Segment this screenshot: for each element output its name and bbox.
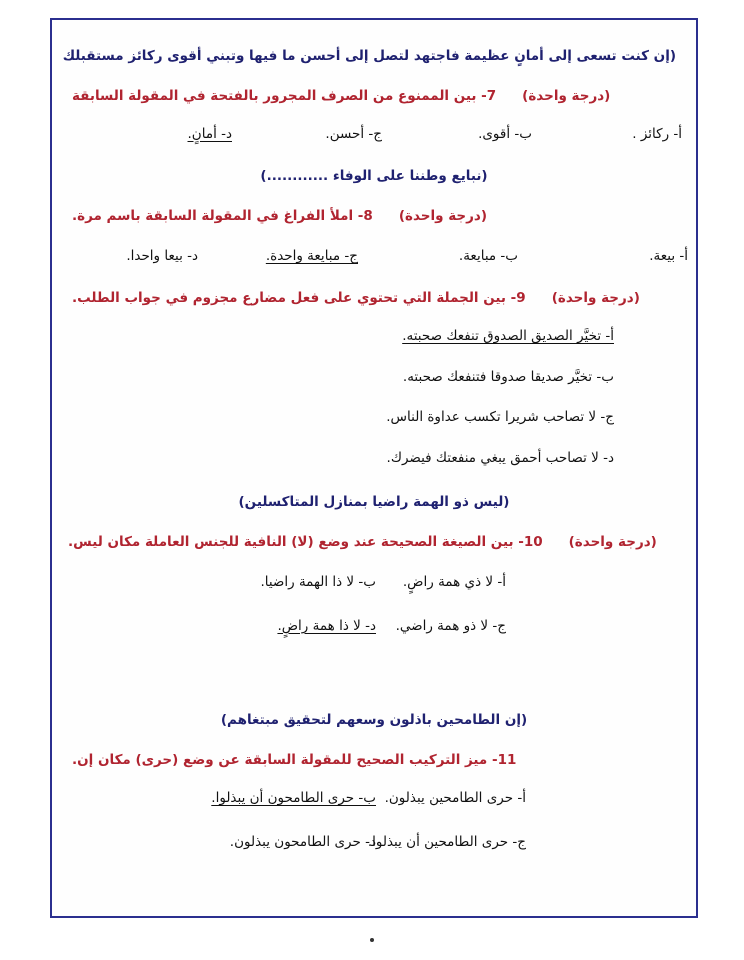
question-7 <box>72 86 676 106</box>
page-footer-marker <box>370 938 374 942</box>
exam-sheet-content <box>52 20 696 916</box>
quote-block-1 <box>62 46 676 67</box>
question-9-options <box>72 326 676 488</box>
question-8 <box>72 206 676 226</box>
question-7-option-c[interactable]: ج- أحسن. <box>325 126 382 142</box>
question-9-option-d[interactable]: د- لا تصاحب أحمق يبغي منفعتك فيضرك. <box>386 449 614 466</box>
question-8-text: 8- املأ الفراغ في المقولة السابقة باسم مرة. <box>72 208 373 224</box>
question-11-option-c[interactable]: ج- حرى الطامحين أن يبذلوا. <box>367 833 526 850</box>
question-8-option-d[interactable]: د- بيعا واحدا. <box>126 248 198 264</box>
question-7-text: 7- بين الممنوع من الصرف المجرور بالفتحة في المقولة السابقة <box>72 88 497 104</box>
question-11 <box>72 750 676 770</box>
question-8-marks: (درجة واحدة) <box>398 208 487 224</box>
question-10-option-d[interactable]: د- لا ذا همة راضٍ. <box>277 617 376 634</box>
question-11-option-a[interactable]: أ- حرى الطامحين يبذلون. <box>384 790 526 806</box>
question-8-options <box>60 246 688 268</box>
question-7-option-a[interactable]: أ- ركائز . <box>632 126 682 142</box>
question-10-line <box>68 532 680 552</box>
option-row <box>72 572 676 594</box>
question-11-text: 11- ميز التركيب الصحيح للمقولة السابقة عن وضع (حرى) مكان إن. <box>72 752 517 768</box>
question-8-option-a[interactable]: أ- بيعة. <box>649 248 688 264</box>
option-row <box>60 246 688 268</box>
question-11-line <box>72 750 676 770</box>
option-row <box>72 788 676 810</box>
quote-text-3: (ليس ذو الهمة راضيا بمنازل المتاكسلين) <box>238 494 510 510</box>
quote-block-2 <box>72 166 676 187</box>
question-7-marks: (درجة واحدة) <box>522 88 611 104</box>
question-10-marks: (درجة واحدة) <box>568 534 657 550</box>
option-row <box>72 616 676 638</box>
question-10 <box>68 532 680 552</box>
question-9-option-a[interactable]: أ- تخيَّر الصديق الصدوق تنفعك صحبته. <box>402 328 614 344</box>
question-10-text: 10- بين الصيغة الصحيحة عند وضع (لا) النافية للجنس العاملة مكان ليس. <box>68 534 543 550</box>
quote-block-3 <box>72 492 676 513</box>
exam-page <box>50 18 698 918</box>
question-7-option-d[interactable]: د- أمانٍ. <box>187 126 232 142</box>
question-10-option-a[interactable]: أ- لا ذي همة راضٍ. <box>402 574 506 590</box>
question-8-option-c[interactable]: ج- مبايعة واحدة. <box>265 248 358 264</box>
question-7-option-b[interactable]: ب- أقوى. <box>478 126 532 142</box>
question-7-line <box>72 86 676 106</box>
question-9-marks: (درجة واحدة) <box>551 290 640 306</box>
quote-block-4 <box>72 710 676 731</box>
option-row <box>66 124 682 146</box>
question-8-option-b[interactable]: ب- مبايعة. <box>458 248 518 264</box>
question-10-options <box>72 572 676 659</box>
option-row <box>72 832 676 854</box>
question-11-options <box>72 788 676 875</box>
question-9-text: 9- بين الجملة التي تحتوي على فعل مضارع مجزوم في جواب الطلب. <box>72 290 526 306</box>
question-11-option-b[interactable]: ب- حرى الطامحون أن يبذلوا. <box>211 790 376 806</box>
question-9-option-c[interactable]: ج- لا تصاحب شريرا تكسب عداوة الناس. <box>386 409 614 426</box>
quote-text-1: (إن كنت تسعى إلى أمانٍ عظيمة فاجتهد لتصل إلى أحسن ما فيها وتبني أقوى ركائز مستقبلك <box>62 48 676 64</box>
question-10-option-b[interactable]: ب- لا ذا الهمة راضيا. <box>260 574 376 590</box>
quote-text-4: (إن الطامحين باذلون وسعهم لتحقيق مبتغاهم) <box>220 712 528 728</box>
question-7-options <box>66 124 682 146</box>
question-9-option-b[interactable]: ب- تخيَّر صديقا صدوقا فتنفعك صحبته. <box>402 368 614 385</box>
question-9 <box>72 288 676 308</box>
question-11-option-d[interactable]: د- حرى الطامحون يبذلون. <box>229 833 376 850</box>
quote-text-2: (نبايع وطننا على الوفاء ............) <box>260 168 488 184</box>
question-9-line <box>72 288 676 308</box>
question-8-line <box>72 206 676 226</box>
question-10-option-c[interactable]: ج- لا ذو همة راضي. <box>395 617 506 634</box>
